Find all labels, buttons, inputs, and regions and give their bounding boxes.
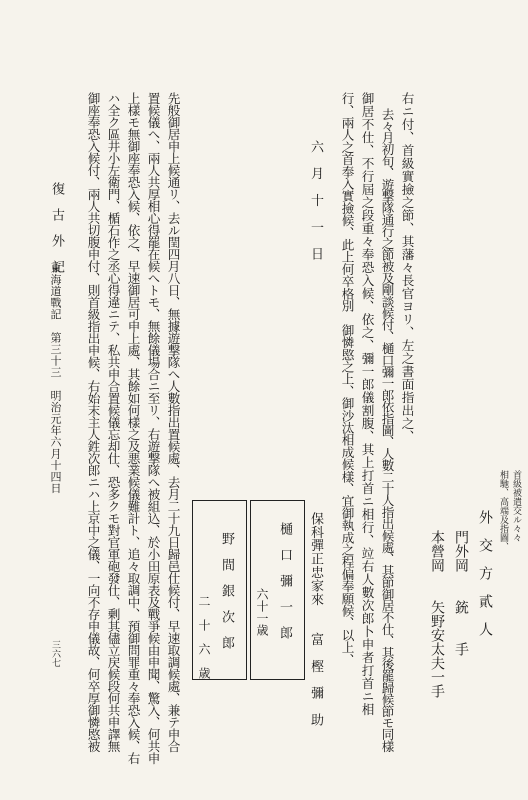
box-noma-age: 二 十 六 歳 <box>197 595 211 679</box>
box-higuchi-age: 六十一歳 <box>255 588 269 636</box>
lower-text-line-4: ハ全ク區井小左衛門、楯石作之丞心得違ニテ、私共申合置候儀忘却仕、恐多クモ對官軍砲發仕、剰其儘立戻候段何共申譯無 <box>105 92 121 752</box>
lower-text-line-5: 御座奉恐入候付、兩人共切腹申付、則首級指出申候、右始末主人鉎次郎ニハ上京中之儀、一向不存申儀故、何卒厚御憐愍被 <box>85 92 101 752</box>
sender-line: 保科彈正忠家來 富 樫 彌 助 <box>308 512 323 727</box>
page-title: 復 古 外 記 <box>49 182 64 273</box>
main-text-line-3: 御居不仕、不行屆之段重々奉恐入候、依之、彌一郎儀割腹、其上打首ニ相行、竝右人數次郎卜申者打首ニ相 <box>359 92 375 716</box>
source-line: 東海道戰記 第三十三 明治元年六月十四日 <box>49 262 62 494</box>
signatory-gaikou: 外 交 方 貳 人 <box>477 510 493 636</box>
box-higuchi-name: 樋 口 彌 一 郎 <box>277 522 292 639</box>
main-text-line-2: 去々月初旬、遊撃隊通行之節被及剛談候付、樋口彌一郎依指圖、人數二十人指出候處、其節御居不仕、其後罷歸候節モ同樣 <box>379 108 395 752</box>
box-noma-name: 野 間 銀 次 郎 <box>219 532 234 649</box>
signatory-honjin: 本營岡 矢野安太夫一手 <box>429 530 445 698</box>
lower-text-line-1: 先般御居申上候通リ、去ル閏四月八日、無據遊撃隊へ人數指出置候處、去月二十九日歸邑仕候付、早速取調候處、兼テ申合 <box>165 92 181 752</box>
main-text-line-1: 右ニ付、首級實撿之節、其藩々長官ヨリ、左之書面指出之、 <box>399 92 415 443</box>
page-number: 三六七 <box>50 640 60 667</box>
annotation-note-2: 相馳、高端及指圖、 <box>498 470 508 551</box>
annotation-note-1: 首級被遣交ル々々 <box>511 470 521 542</box>
date-line: 六 月 十 一 日 <box>308 140 323 261</box>
signatory-mongai: 門外岡 銃 手 <box>453 530 469 656</box>
main-text-line-4: 行、兩人之首奉入實撿候、此上何卒格別 御憐愍之上、御沙汰相成候樣、宜御執成之程偏奉願候、以上、 <box>339 92 355 666</box>
lower-text-line-3: 上樣モ無御座奉恐入候、依之、早速御居可申上處、其餘如何樣之及悪業候儀難計ト、追々取調中、預御問罪重々奉恐入候、右 <box>125 92 141 764</box>
lower-text-line-2: 置候儀へ、兩人共厚相心得罷在候へトモ、無餘儀場合ニ至リ、右遊撃隊へ被組込、於小田原表及戰爭候由申聞、驚入、何共申 <box>145 92 161 764</box>
